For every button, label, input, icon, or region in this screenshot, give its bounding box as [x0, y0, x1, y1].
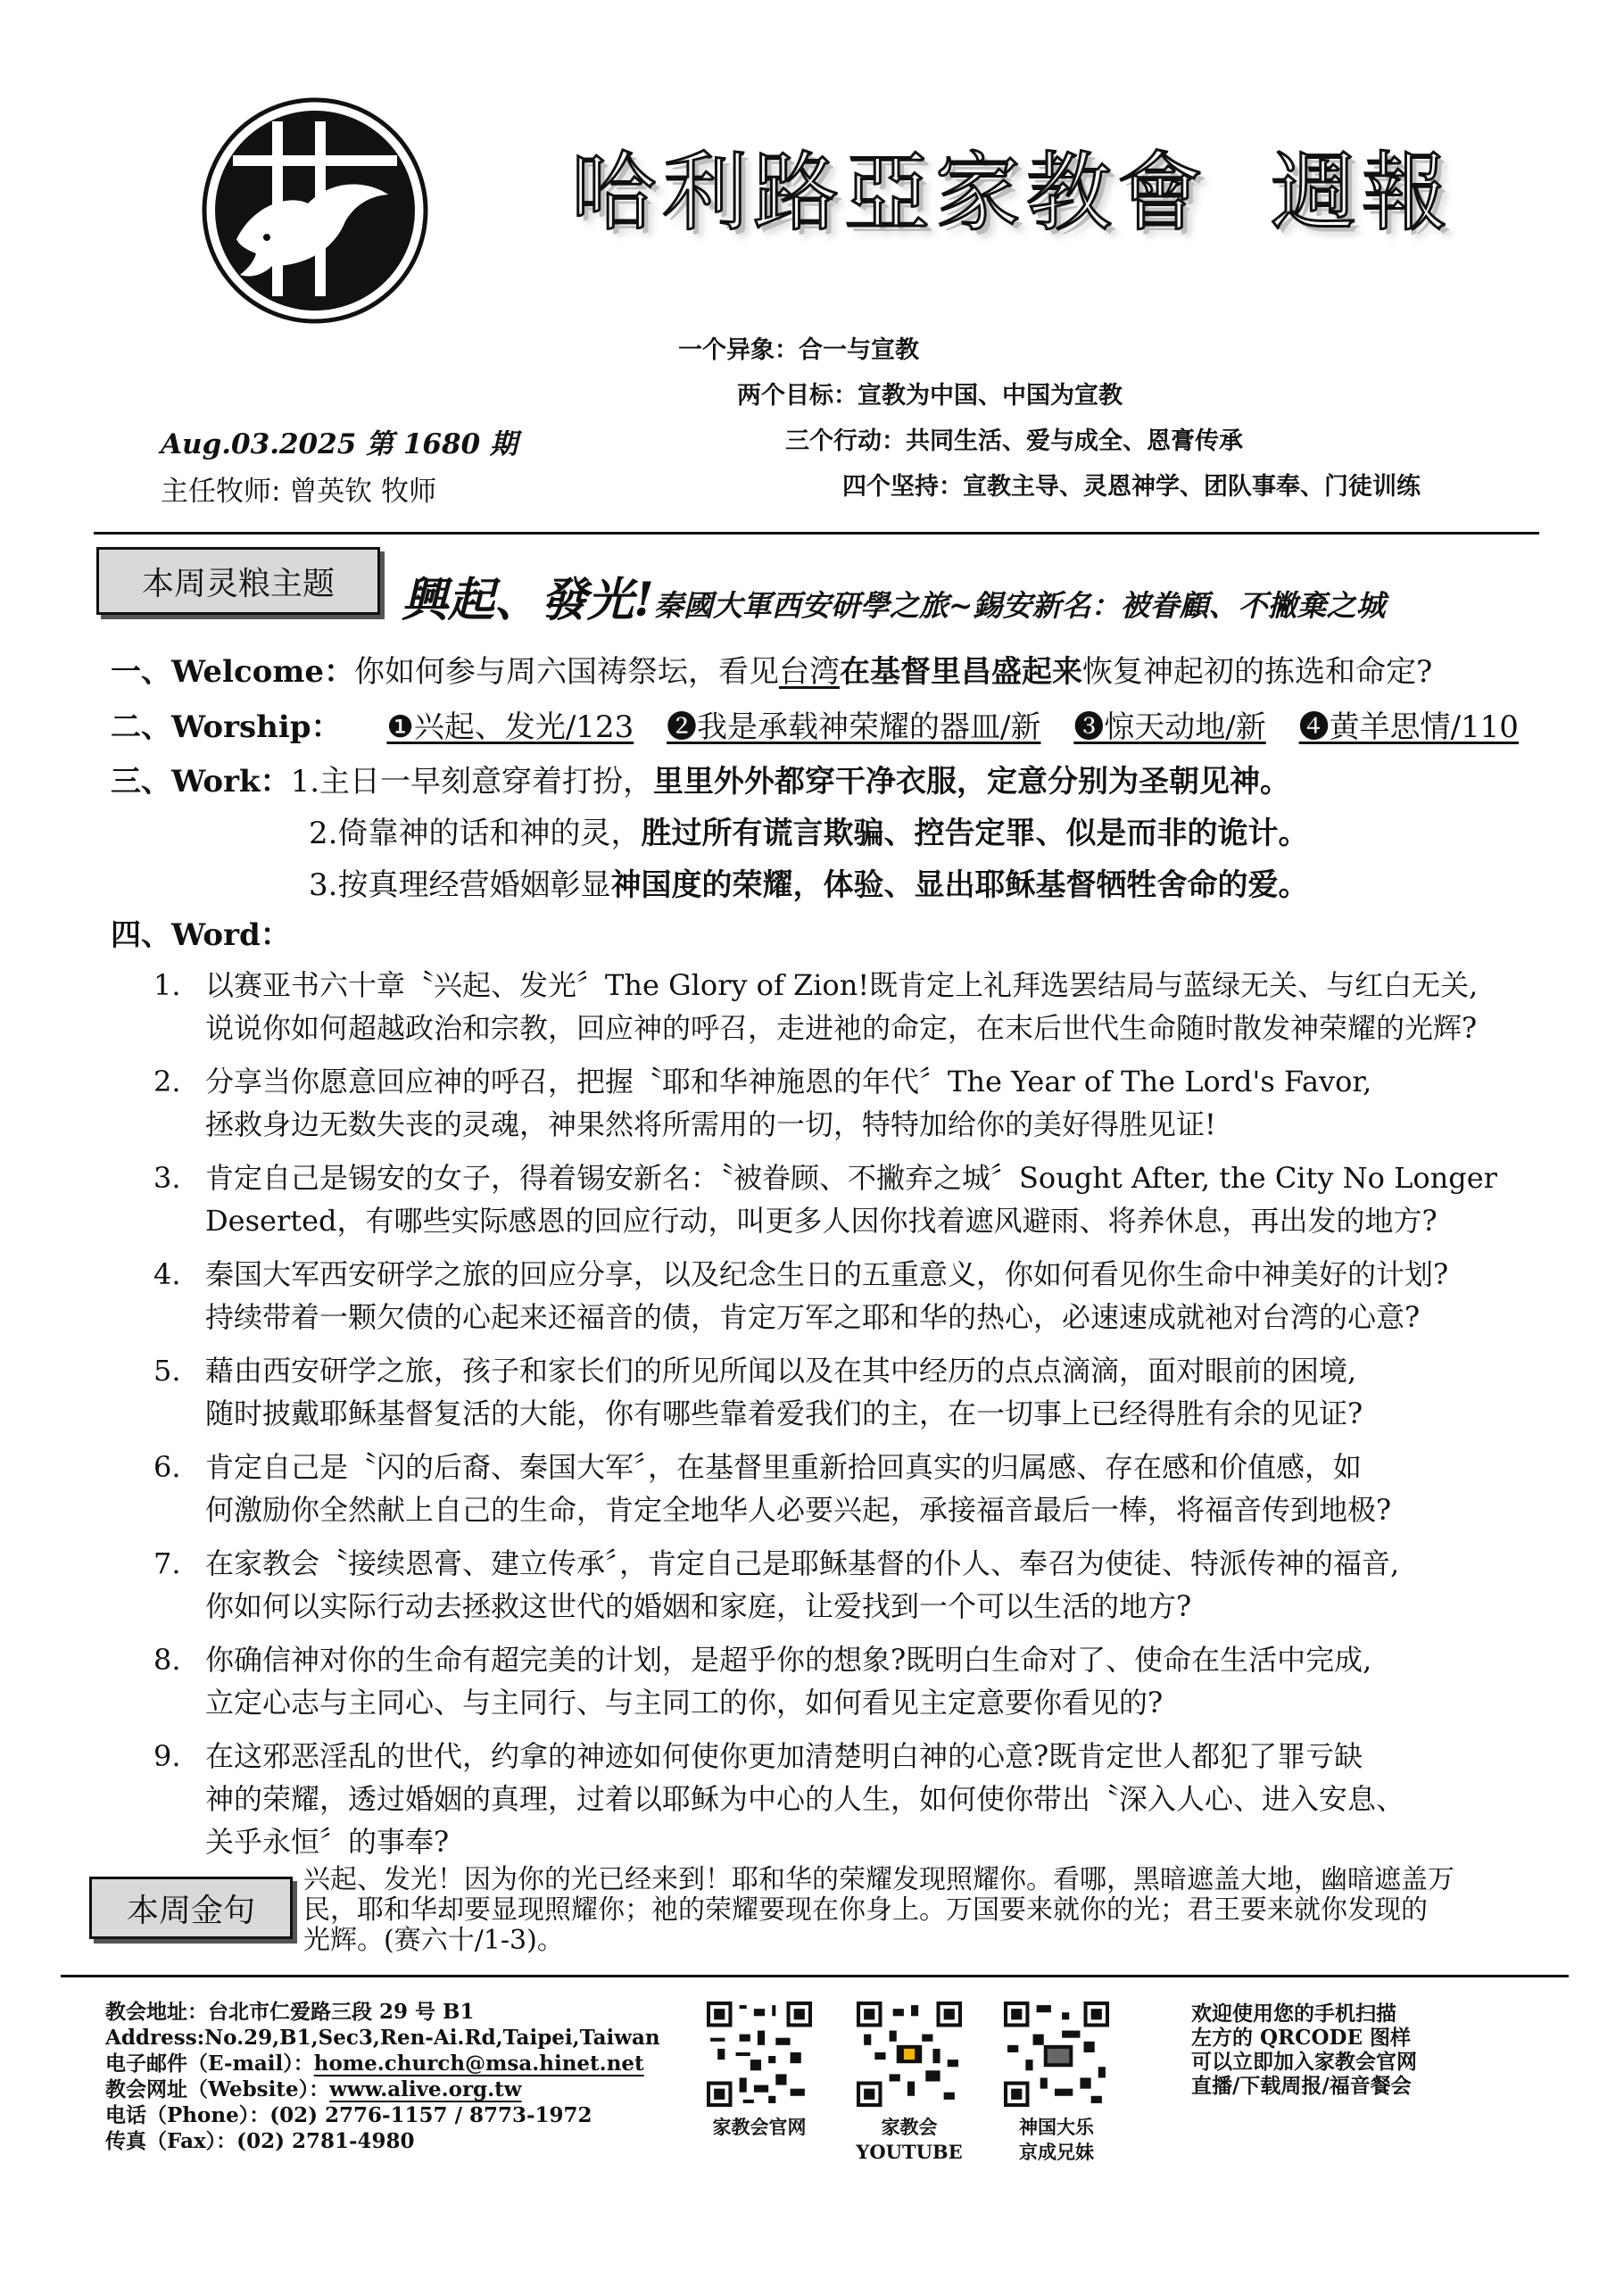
qr-code-youtube[interactable]	[857, 2002, 962, 2107]
song-link[interactable]: ❸惊天动地/新	[1073, 709, 1266, 745]
pastor-line: 主任牧师: 曾英钦 牧师	[161, 476, 437, 508]
weekly-verse: 兴起、发光！因为你的光已经来到！耶和华的荣耀发现照耀你。看哪，黑暗遮盖大地，幽暗遮盖万 民，耶和华却要显现照耀你；祂的荣耀要现在你身上。万国要来就你的光；君王要来就你发现的 光辉。(赛六十/1-3)。	[303, 1864, 1454, 1956]
welcome-line: 一、Welcome：你如何参与周六国祷祭坛，看见台湾在基督里昌盛起来恢复神起初的拣选和命定?	[111, 654, 1433, 690]
vision-line: 四个坚持：宣教主导、灵恩神学、团队事奉、门徒训练	[842, 473, 1421, 501]
word-line: 四、Word：	[111, 917, 291, 953]
qr-code-music[interactable]	[1004, 2002, 1109, 2107]
work-line: 3.按真理经营婚姻彰显神国度的荣耀，体验、显出耶稣基督牺牲舍命的爱。	[309, 867, 1309, 903]
theme-title: 興起、發光!秦國大軍西安研學之旅~錫安新名：被眷顧、不撇棄之城	[402, 573, 1386, 627]
masthead-title: 哈利路亞家教會 週報	[571, 143, 1453, 243]
qr-instructions: 欢迎使用您的手机扫描 左方的 QRCODE 图样 可以立即加入家教会官网 直播/下载周报/福音餐会	[1191, 2002, 1417, 2098]
contact-info: 教会地址：台北市仁爱路三段 29 号 B1 Address:No.29,B1,Sec3,Ren-Ai.Rd,Taipei,Taiwan 电子邮件（E-mail）：home.church@msa.hinet.net 教会网址（Website）：www.alive.org.tw 电话（Phone）：(02) 2776-1157 / 8773-1972 传真（Fax）：(02) 2781-4980	[105, 2000, 660, 2153]
verse-label: 本周金句	[89, 1877, 293, 1939]
issue-number: Aug.03.2025 第 1680 期	[161, 428, 518, 460]
song-link[interactable]: ❹黄羊思情/110	[1298, 709, 1519, 745]
qr-caption: 家教会官网	[712, 2116, 807, 2138]
song-link[interactable]: ❷我是承载神荣耀的器皿/新	[667, 709, 1041, 745]
work-line: 三、Work：1.主日一早刻意穿着打扮，里里外外都穿干净衣服，定意分别为圣朝见神。	[111, 764, 1291, 800]
vision-line: 两个目标：宣教为中国、中国为宣教	[737, 382, 1123, 410]
qr-code-website[interactable]	[707, 2002, 812, 2107]
theme-label: 本周灵粮主题	[96, 547, 380, 615]
work-line: 2.倚靠神的话和神的灵，胜过所有谎言欺骗、控告定罪、似是而非的诡计。	[309, 816, 1309, 851]
email-link[interactable]: home.church@msa.hinet.net	[313, 2051, 644, 2076]
website-link[interactable]: www.alive.org.tw	[329, 2077, 522, 2101]
vision-line: 一个异象：合一与宣教	[678, 336, 919, 364]
qr-caption: 家教会 YOUTUBE	[856, 2116, 963, 2163]
header-divider	[94, 532, 1539, 535]
vision-line: 三个行动：共同生活、爱与成全、恩膏传承	[785, 427, 1243, 455]
worship-line: 二、Worship： ❶兴起、发光/123 ❷我是承载神荣耀的器皿/新 ❸惊天动地/新 ❹黄羊思情/110	[111, 709, 1519, 745]
qr-caption: 神国大乐 京成兄妹	[1019, 2116, 1094, 2163]
song-link[interactable]: ❶兴起、发光/123	[386, 709, 634, 745]
footer-divider	[61, 1975, 1569, 1977]
church-logo	[201, 96, 429, 325]
